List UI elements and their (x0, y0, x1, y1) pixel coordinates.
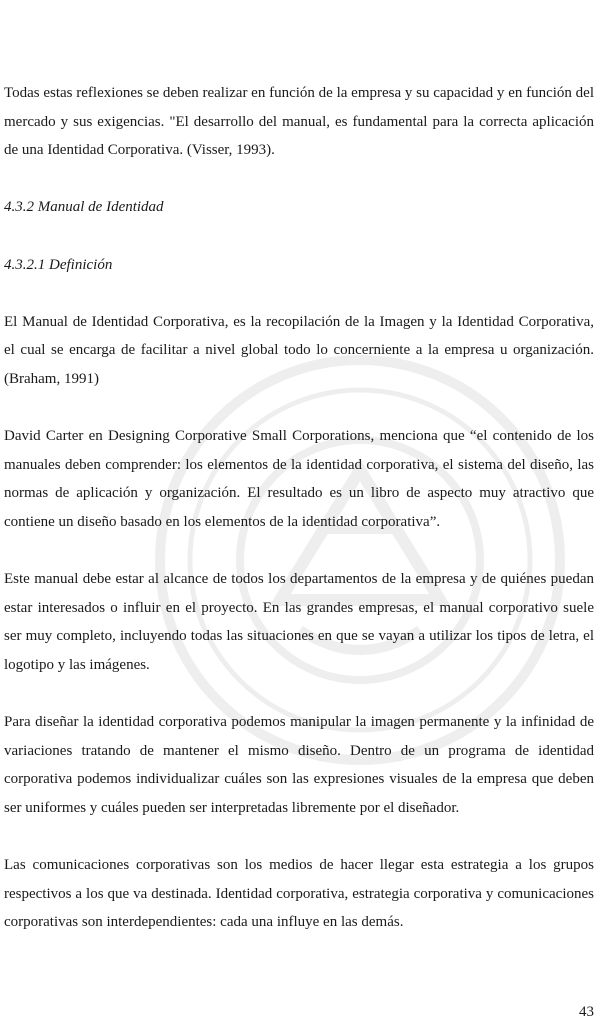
paragraph-gap (4, 822, 594, 851)
paragraph-gap (4, 537, 594, 566)
paragraph-gap (4, 279, 594, 308)
paragraph-reflexiones: Todas estas reflexiones se deben realizar en función de la empresa y su capacidad y en función del mercado y sus exigencias. "El desarrollo del manual, es fundamental para la correcta aplicación de una Identidad Corporativa. (Visser, 1993). (4, 85, 594, 159)
paragraph-gap (4, 222, 594, 251)
page-number: 43 (579, 1004, 594, 1020)
paragraph-disenar-identidad: Para diseñar la identidad corporativa podemos manipular la imagen permanente y la infinidad de variaciones tratando de mantener el mismo diseño. Dentro de un programa de identidad corporativa podemos individualizar cuáles son las expresiones visuales de la empresa que deben ser uniformes y cuáles pueden ser interpretadas libremente por el diseñador. (4, 714, 594, 816)
paragraph-gap (4, 394, 594, 423)
paragraph-alcance-manual: Este manual debe estar al alcance de todos los departamentos de la empresa y de quiénes puedan estar interesados o influir en el proyecto. En las grandes empresas, el manual corporativo suele ser muy completo, incluyendo todas las situaciones en que se vayan a utilizar los tipos de letra, el logotipo y las imágenes. (4, 571, 594, 673)
section-heading-manual-identidad: 4.3.2 Manual de Identidad (4, 199, 164, 216)
paragraph-comunicaciones: Las comunicaciones corporativas son los medios de hacer llegar esta estrategia a los grupos respectivos a los que va destinada. Identidad corporativa, estrategia corporativa y comunicaciones corporativas son interdependientes: cada una influye en las demás. (4, 857, 594, 931)
paragraph-gap (4, 165, 594, 194)
paragraph-david-carter: David Carter en Designing Corporative Small Corporations, menciona que “el contenido de los manuales deben comprender: los elementos de la identidad corporativa, el sistema del diseño, las normas de aplicación y organización. El resultado es un libro de aspecto muy atractivo que contiene un diseño basado en los elementos de la identidad corporativa”. (4, 428, 594, 530)
document-page (4, 79, 594, 937)
subsection-heading-definicion: 4.3.2.1 Definición (4, 256, 113, 273)
paragraph-gap (4, 679, 594, 708)
paragraph-definicion: El Manual de Identidad Corporativa, es la recopilación de la Imagen y la Identidad Corporativa, el cual se encarga de facilitar a nivel global todo lo concerniente a la empresa u organización. (Braham, 1991) (4, 313, 594, 387)
